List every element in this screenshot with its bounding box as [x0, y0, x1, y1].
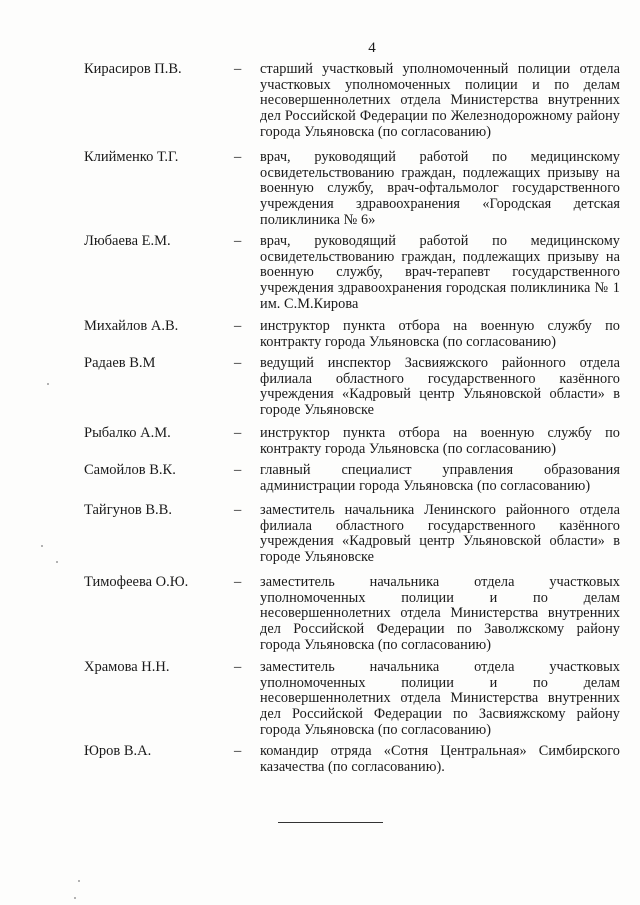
scan-speck [78, 880, 80, 882]
list-item [84, 150, 619, 234]
list-item [84, 234, 619, 319]
member-position: заместитель начальника отдела участковых уполномоченных полиции и по делам несовершеннолетних отдела Министерства внутренних дел Российской Федерации по Засвияжскому району города Ульяновска (по согласованию) [260, 659, 620, 738]
list-item [84, 660, 619, 744]
member-position: инструктор пункта отбора на военную службу по контракту города Ульяновска (по согласованию) [260, 318, 620, 350]
closing-rule [278, 822, 383, 823]
page-number: 4 [368, 40, 376, 56]
dash-separator: – [234, 574, 242, 590]
list-item [84, 503, 619, 575]
member-name: Кирасиров П.В. [84, 61, 182, 77]
scan-speck [41, 545, 43, 547]
member-position: врач, руководящий работой по медицинскому освидетельствованию граждан, подлежащих призыву на военную службу, врач-офтальмолог государственного учреждения здравоохранения «Городская детская поликлиника № 6» [260, 149, 620, 228]
member-name: Юров В.А. [84, 743, 152, 759]
dash-separator: – [234, 61, 242, 77]
member-name: Любаева Е.М. [84, 233, 171, 249]
member-position: врач, руководящий работой по медицинскому освидетельствованию граждан, подлежащих призыву на военную службу, врач-терапевт государственного учреждения здравоохранения городская поликлиника № 1 им. С.М.Кирова [260, 233, 620, 312]
scan-speck [47, 383, 49, 385]
list-item [84, 744, 619, 784]
member-name: Храмова Н.Н. [84, 659, 170, 675]
dash-separator: – [234, 233, 242, 249]
list-item [84, 463, 619, 503]
list-item [84, 575, 619, 660]
member-position: заместитель начальника отдела участковых уполномоченных полиции и по делам несовершеннолетних отдела Министерства внутренних дел Российской Федерации по Заволжскому району города Ульяновска (по согласованию) [260, 574, 620, 653]
dash-separator: – [234, 659, 242, 675]
member-list [84, 62, 619, 784]
list-item [84, 319, 619, 356]
member-position: старший участковый уполномоченный полиции отдела участковых уполномоченных полиции и по делам несовершеннолетних отдела Министерства внутренних дел Российской Федерации по Железнодорожному району города Ульяновска (по согласованию) [260, 61, 620, 140]
dash-separator: – [234, 149, 242, 165]
dash-separator: – [234, 425, 242, 441]
dash-separator: – [234, 318, 242, 334]
list-item [84, 62, 619, 150]
list-item [84, 356, 619, 426]
member-name: Радаев В.М [84, 355, 156, 371]
dash-separator: – [234, 355, 242, 371]
member-position: заместитель начальника Ленинского районного отдела филиала областного государственного казённого учреждения «Кадровый центр Ульяновской области» в городе Ульяновске [260, 502, 620, 566]
member-name: Тайгунов В.В. [84, 502, 172, 518]
member-position: ведущий инспектор Засвияжского районного отдела филиала областного государственного казённого учреждения «Кадровый центр Ульяновской области» в городе Ульяновске [260, 355, 620, 419]
list-item [84, 426, 619, 463]
member-name: Тимофеева О.Ю. [84, 574, 189, 590]
member-position: главный специалист управления образования администрации города Ульяновска (по согласованию) [260, 462, 620, 494]
member-name: Клийменко Т.Г. [84, 149, 179, 165]
member-name: Самойлов В.К. [84, 462, 176, 478]
scan-speck [74, 897, 76, 899]
dash-separator: – [234, 502, 242, 518]
member-position: командир отряда «Сотня Центральная» Симбирского казачества (по согласованию). [260, 743, 620, 775]
dash-separator: – [234, 462, 242, 478]
dash-separator: – [234, 743, 242, 759]
member-position: инструктор пункта отбора на военную службу по контракту города Ульяновска (по согласованию) [260, 425, 620, 457]
member-name: Михайлов А.В. [84, 318, 179, 334]
scan-speck [56, 561, 58, 563]
member-name: Рыбалко А.М. [84, 425, 171, 441]
